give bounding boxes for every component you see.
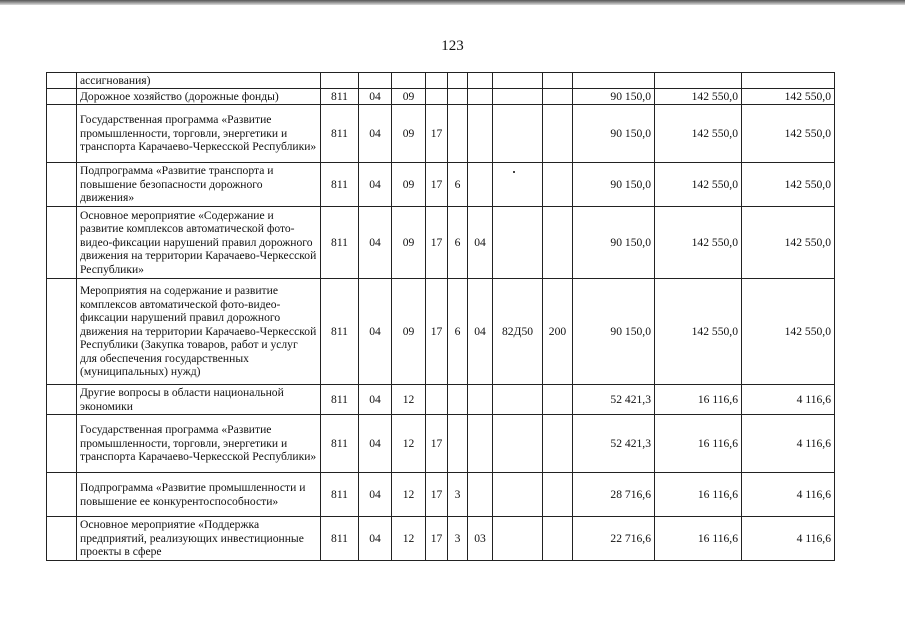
subprogram-code <box>448 89 468 105</box>
program-code <box>426 89 448 105</box>
program-code: 17 <box>426 279 448 385</box>
row-name: ассигнования) <box>77 73 321 89</box>
amount-year-1: 90 150,0 <box>573 89 655 105</box>
amount-year-2: 16 116,6 <box>655 517 742 561</box>
activity-code: 03 <box>468 517 493 561</box>
direction-code <box>493 385 543 415</box>
table-row <box>47 415 835 473</box>
ministry-code: 811 <box>321 415 359 473</box>
table-row <box>47 207 835 279</box>
ministry-code <box>321 73 359 89</box>
activity-code: 04 <box>468 279 493 385</box>
amount-year-1: 90 150,0 <box>573 105 655 163</box>
section-code: 04 <box>359 517 392 561</box>
expense-type-code <box>543 163 573 207</box>
table-row <box>47 105 835 163</box>
subsection-code <box>392 73 426 89</box>
ministry-code: 811 <box>321 163 359 207</box>
scan-speck <box>513 171 515 173</box>
amount-year-1: 90 150,0 <box>573 207 655 279</box>
direction-code <box>493 207 543 279</box>
ministry-code: 811 <box>321 517 359 561</box>
budget-table <box>46 72 835 561</box>
activity-code <box>468 163 493 207</box>
expense-type-code <box>543 73 573 89</box>
row-name: Подпрограмма «Развитие промышленности и повышение ее конкурентоспособности» <box>77 473 321 517</box>
subprogram-code <box>448 73 468 89</box>
row-index-cell <box>47 105 77 163</box>
subsection-code: 09 <box>392 163 426 207</box>
subprogram-code: 6 <box>448 279 468 385</box>
amount-year-3: 4 116,6 <box>742 517 835 561</box>
expense-type-code <box>543 105 573 163</box>
table-row <box>47 163 835 207</box>
expense-type-code <box>543 517 573 561</box>
row-name: Мероприятия на содержание и развитие комплексов автоматической фото-видео-фиксации нарушений правил дорожного движения на территории Карачаево-Черкесской Республики (Закупка товаров, работ и услуг для обеспечения государственных (муниципальных) нужд) <box>77 279 321 385</box>
direction-code <box>493 415 543 473</box>
ministry-code: 811 <box>321 473 359 517</box>
amount-year-3: 142 550,0 <box>742 279 835 385</box>
subprogram-code: 6 <box>448 163 468 207</box>
row-index-cell <box>47 385 77 415</box>
section-code: 04 <box>359 385 392 415</box>
row-index-cell <box>47 73 77 89</box>
direction-code <box>493 163 543 207</box>
row-name: Государственная программа «Развитие промышленности, торговли, энергетики и транспорта Карачаево-Черкесской Республики» <box>77 415 321 473</box>
amount-year-1: 52 421,3 <box>573 385 655 415</box>
table-row <box>47 517 835 561</box>
program-code: 17 <box>426 415 448 473</box>
amount-year-2: 142 550,0 <box>655 163 742 207</box>
activity-code <box>468 385 493 415</box>
program-code: 17 <box>426 207 448 279</box>
amount-year-1: 90 150,0 <box>573 279 655 385</box>
expense-type-code <box>543 89 573 105</box>
subprogram-code: 3 <box>448 517 468 561</box>
program-code: 17 <box>426 105 448 163</box>
amount-year-1: 22 716,6 <box>573 517 655 561</box>
row-index-cell <box>47 163 77 207</box>
ministry-code: 811 <box>321 385 359 415</box>
subsection-code: 12 <box>392 415 426 473</box>
expense-type-code <box>543 207 573 279</box>
direction-code <box>493 73 543 89</box>
amount-year-3: 4 116,6 <box>742 473 835 517</box>
page-number: 123 <box>441 38 464 54</box>
subprogram-code: 6 <box>448 207 468 279</box>
section-code: 04 <box>359 163 392 207</box>
program-code: 17 <box>426 473 448 517</box>
activity-code <box>468 105 493 163</box>
amount-year-1: 90 150,0 <box>573 163 655 207</box>
subsection-code: 12 <box>392 517 426 561</box>
subsection-code: 09 <box>392 207 426 279</box>
section-code: 04 <box>359 105 392 163</box>
direction-code <box>493 105 543 163</box>
row-index-cell <box>47 517 77 561</box>
activity-code <box>468 415 493 473</box>
amount-year-3: 142 550,0 <box>742 105 835 163</box>
amount-year-3: 142 550,0 <box>742 89 835 105</box>
activity-code <box>468 473 493 517</box>
amount-year-3: 142 550,0 <box>742 163 835 207</box>
table-row <box>47 279 835 385</box>
subsection-code: 12 <box>392 385 426 415</box>
section-code: 04 <box>359 279 392 385</box>
scan-edge <box>0 0 905 5</box>
section-code: 04 <box>359 89 392 105</box>
subsection-code: 09 <box>392 89 426 105</box>
program-code: 17 <box>426 517 448 561</box>
row-name: Основное мероприятие «Содержание и развитие комплексов автоматической фото-видео-фиксации нарушений правил дорожного движения на территории Карачаево-Черкесской Республики» <box>77 207 321 279</box>
amount-year-3: 4 116,6 <box>742 415 835 473</box>
section-code: 04 <box>359 473 392 517</box>
table-row <box>47 473 835 517</box>
expense-type-code <box>543 473 573 517</box>
section-code: 04 <box>359 415 392 473</box>
ministry-code: 811 <box>321 105 359 163</box>
amount-year-2: 142 550,0 <box>655 207 742 279</box>
amount-year-2: 142 550,0 <box>655 89 742 105</box>
section-code: 04 <box>359 207 392 279</box>
direction-code <box>493 517 543 561</box>
expense-type-code <box>543 415 573 473</box>
subsection-code: 09 <box>392 105 426 163</box>
amount-year-3: 4 116,6 <box>742 385 835 415</box>
program-code: 17 <box>426 163 448 207</box>
amount-year-2: 142 550,0 <box>655 105 742 163</box>
amount-year-3: 142 550,0 <box>742 207 835 279</box>
amount-year-2: 142 550,0 <box>655 279 742 385</box>
subsection-code: 12 <box>392 473 426 517</box>
row-name: Дорожное хозяйство (дорожные фонды) <box>77 89 321 105</box>
amount-year-2 <box>655 73 742 89</box>
row-name: Основное мероприятие «Поддержка предприятий, реализующих инвестиционные проекты в сфере <box>77 517 321 561</box>
amount-year-1 <box>573 73 655 89</box>
row-index-cell <box>47 473 77 517</box>
amount-year-2: 16 116,6 <box>655 415 742 473</box>
table-row <box>47 73 835 89</box>
ministry-code: 811 <box>321 207 359 279</box>
row-name: Государственная программа «Развитие промышленности, торговли, энергетики и транспорта Карачаево-Черкесской Республики» <box>77 105 321 163</box>
row-name: Другие вопросы в области национальной экономики <box>77 385 321 415</box>
table-row <box>47 385 835 415</box>
direction-code <box>493 89 543 105</box>
section-code <box>359 73 392 89</box>
row-name: Подпрограмма «Развитие транспорта и повышение безопасности дорожного движения» <box>77 163 321 207</box>
subprogram-code: 3 <box>448 473 468 517</box>
activity-code <box>468 89 493 105</box>
expense-type-code: 200 <box>543 279 573 385</box>
subprogram-code <box>448 385 468 415</box>
subsection-code: 09 <box>392 279 426 385</box>
ministry-code: 811 <box>321 89 359 105</box>
amount-year-1: 28 716,6 <box>573 473 655 517</box>
row-index-cell <box>47 207 77 279</box>
direction-code <box>493 473 543 517</box>
row-index-cell <box>47 415 77 473</box>
amount-year-2: 16 116,6 <box>655 473 742 517</box>
subprogram-code <box>448 105 468 163</box>
amount-year-3 <box>742 73 835 89</box>
program-code <box>426 73 448 89</box>
subprogram-code <box>448 415 468 473</box>
expense-type-code <box>543 385 573 415</box>
row-index-cell <box>47 279 77 385</box>
ministry-code: 811 <box>321 279 359 385</box>
direction-code: 82Д50 <box>493 279 543 385</box>
program-code <box>426 385 448 415</box>
activity-code: 04 <box>468 207 493 279</box>
amount-year-1: 52 421,3 <box>573 415 655 473</box>
amount-year-2: 16 116,6 <box>655 385 742 415</box>
activity-code <box>468 73 493 89</box>
table-row <box>47 89 835 105</box>
table-body <box>47 73 835 561</box>
row-index-cell <box>47 89 77 105</box>
